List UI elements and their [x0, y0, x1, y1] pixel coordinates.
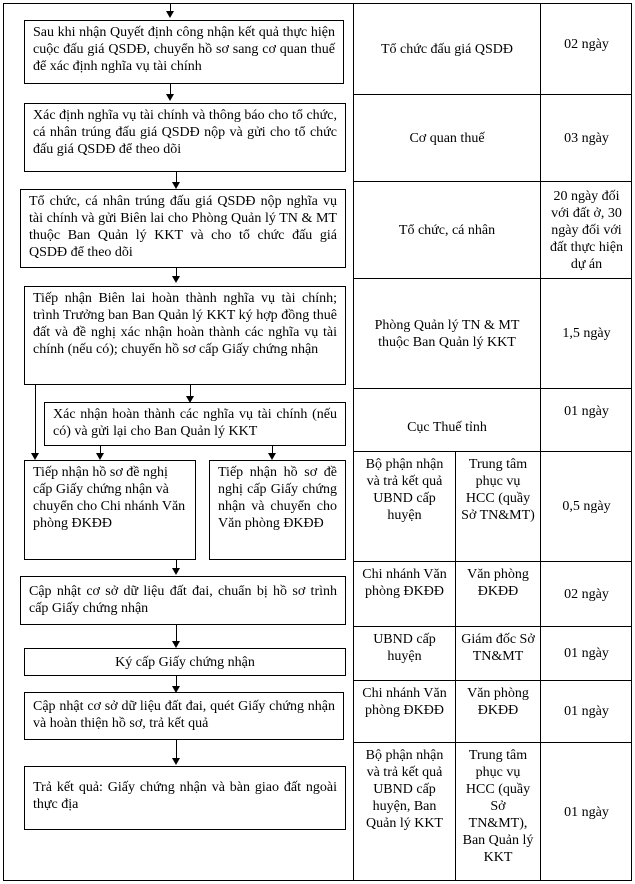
agency-cell-b: Trung tâm phục vụ HCC (quầy Sở TN&MT): [461, 457, 535, 523]
step-box: Cập nhật cơ sở dữ liệu đất đai, chuẩn bị hồ sơ trình cấp Giấy chứng nhận: [20, 576, 346, 625]
agency-cell-b: Trung tâm phục vụ HCC (quầy Sở TN&MT), Ban Quản lý KKT: [462, 748, 534, 865]
agency-cell-a: Bộ phận nhận và trả kết quả UBND cấp huyện, Ban Quản lý KKT: [365, 748, 444, 831]
agency-cell: Tổ chức, cá nhân: [398, 222, 496, 238]
step-box: Ký cấp Giấy chứng nhận: [24, 648, 346, 676]
step-box: Trả kết quả: Giấy chứng nhận và bàn giao đất ngoài thực địa: [24, 766, 346, 830]
step-box: Tiếp nhận hồ sơ đề nghị cấp Giấy chứng nhận và chuyển cho Văn phòng ĐKĐĐ: [209, 460, 346, 560]
agency-cell-a: Chi nhánh Văn phòng ĐKĐĐ: [362, 567, 447, 599]
arrow-down-icon: [166, 94, 174, 101]
arrow-down-icon: [166, 11, 174, 18]
time-cell: 01 ngày: [564, 646, 609, 661]
step-box: Xác nhận hoàn thành các nghĩa vụ tài chính (nếu có) và gửi lại cho Ban Quản lý KKT: [44, 402, 346, 446]
time-cell: 1,5 ngày: [562, 326, 611, 341]
step-box: Xác định nghĩa vụ tài chính và thông báo cho tổ chức, cá nhân trúng đấu giá QSDĐ nộp và gửi cho tổ chức đấu giá QSDĐ để theo dõi: [24, 103, 346, 172]
arrow-down-icon: [172, 568, 180, 575]
step-box: Tổ chức, cá nhân trúng đấu giá QSDĐ nộp nghĩa vụ tài chính và gửi Biên lai cho Phòng Quản lý TN & MT thuộc Ban Quản lý KKT và cho tổ chức đấu giá QSDĐ để theo dõi: [20, 189, 346, 268]
agency-cell-b: Giám đốc Sở TN&MT: [461, 632, 535, 664]
arrow-down-icon: [172, 276, 180, 283]
agency-cell: Tổ chức đấu giá QSDĐ: [380, 41, 513, 57]
step-box: Cập nhật cơ sở dữ liệu đất đai, quét Giấy chứng nhận và hoàn thiện hồ sơ, trả kết quả: [24, 692, 344, 740]
arrow-down-icon: [31, 453, 39, 460]
step-box: Sau khi nhận Quyết định công nhận kết quả thực hiện cuộc đấu giá QSDĐ, chuyển hồ sơ sang cơ quan thuế để xác định nghĩa vụ tài chính: [24, 20, 344, 84]
arrow-down-icon: [172, 182, 180, 189]
time-cell: 01 ngày: [564, 404, 609, 419]
agency-cell-b: Văn phòng ĐKĐĐ: [467, 686, 529, 718]
time-cell: 20 ngày đối với đất ở, 30 ngày đối với đất thực hiện dự án: [550, 188, 623, 272]
step-box: Tiếp nhận Biên lai hoàn thành nghĩa vụ tài chính; trình Trưởng ban Ban Quản lý KKT ký hợp đồng thuê đất và đề nghị xác nhận hoàn thành các nghĩa vụ tài chính (nếu có); chuyển hồ sơ cấp Giấy chứng nhận: [24, 286, 346, 385]
agency-cell: Phòng Quản lý TN & MT thuộc Ban Quản lý KKT: [374, 317, 520, 350]
agency-cell: Cục Thuế tỉnh: [407, 419, 487, 435]
agency-cell-a: Bộ phận nhận và trả kết quả UBND cấp huyện: [365, 457, 444, 523]
agency-cell: Cơ quan thuế: [409, 130, 485, 146]
step-box: Tiếp nhận hồ sơ đề nghị cấp Giấy chứng nhận và chuyển cho Chi nhánh Văn phòng ĐKĐĐ: [24, 460, 196, 560]
time-cell: 0,5 ngày: [562, 499, 611, 514]
agency-cell-a: Chi nhánh Văn phòng ĐKĐĐ: [362, 686, 447, 718]
arrow-down-icon: [172, 758, 180, 765]
agency-cell-a: UBND cấp huyện: [373, 632, 436, 664]
connector-line: [35, 385, 36, 455]
time-cell: 01 ngày: [564, 804, 609, 820]
arrow-down-icon: [96, 453, 104, 460]
time-cell: 02 ngày: [564, 37, 609, 52]
time-cell: 02 ngày: [564, 586, 609, 602]
arrow-down-icon: [172, 641, 180, 648]
connector-line: [176, 740, 177, 760]
time-cell: 03 ngày: [564, 130, 609, 146]
time-cell: 01 ngày: [564, 704, 609, 719]
agency-cell-b: Văn phòng ĐKĐĐ: [467, 567, 529, 599]
arrow-down-icon: [268, 453, 276, 460]
